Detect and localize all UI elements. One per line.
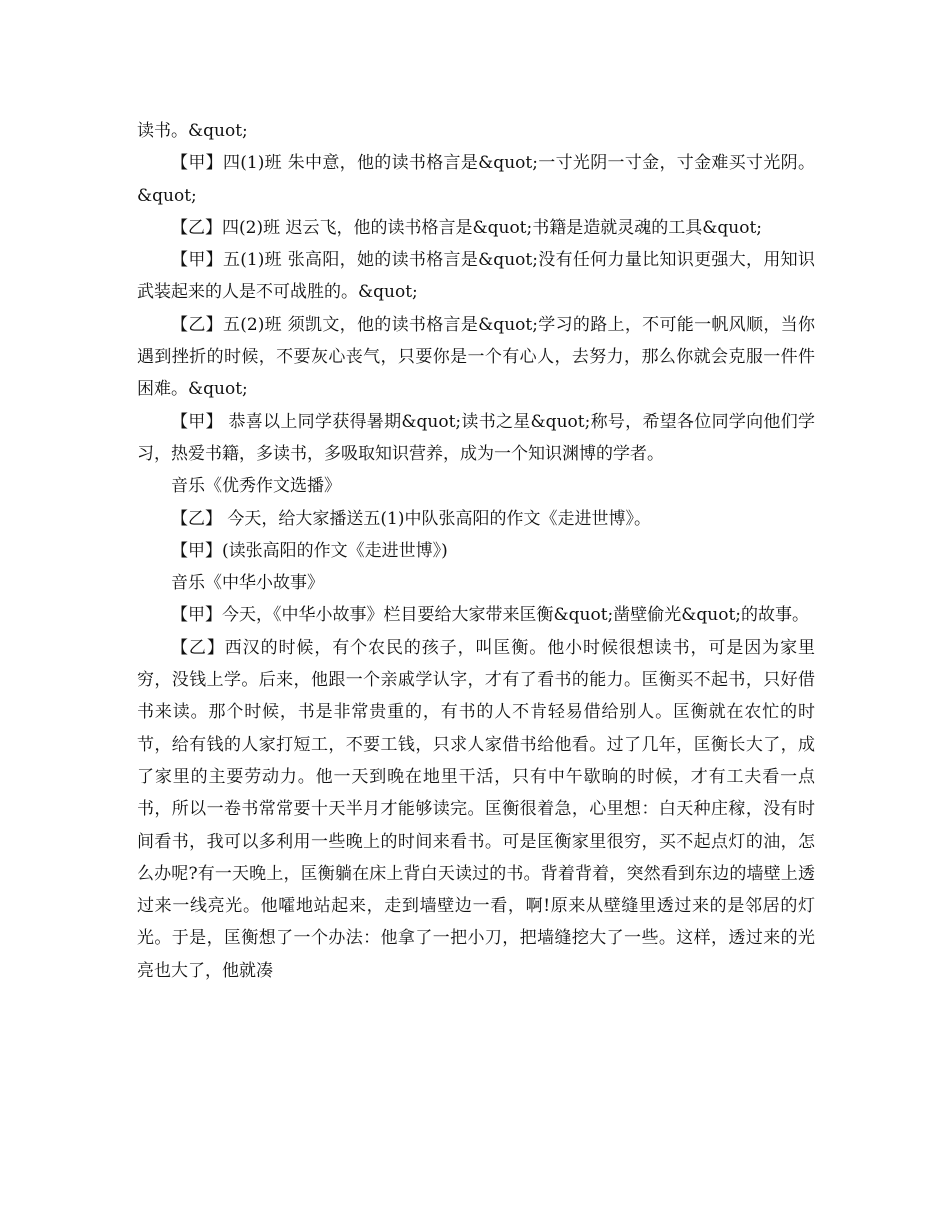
paragraph-dialogue: 【乙】五(2)班 须凯文，他的读书格言是&quot;学习的路上，不可能一帆风顺，当你遇到挫折的时候，不要灰心丧气，只要你是一个有心人，去努力，那么你就会克服一件件困难。&quot; (137, 314, 815, 400)
paragraph-dialogue: 【甲】(读张高阳的作文《走进世博》) (171, 540, 448, 561)
paragraph-dialogue: 【甲】今天，《中华小故事》栏目要给大家带来匡衡&quot;凿壁偷光&quot;的故事。 (171, 605, 810, 626)
paragraph-dialogue: 【甲】四(1)班 朱中意，他的读书格言是&quot;一寸光阴一寸金，寸金难买寸光阴。&quot; (137, 153, 815, 206)
paragraph-music-cue: 音乐《优秀作文选播》 (171, 476, 341, 497)
paragraph-story: 【乙】西汉的时候，有个农民的孩子，叫匡衡。他小时候很想读书，可是因为家里穷，没钱上学。后来，他跟一个亲戚学认字，才有了看书的能力。匡衡买不起书，只好借书来读。那个时候，书是非常贵重的，有书的人不肯轻易借给别人。匡衡就在农忙的时节，给有钱的人家打短工，不要工钱，只求人家借书给他看。过了几年，匡衡长大了，成了家里的主要劳动力。他一天到晚在地里干活，只有中午歇晌的时候，才有工夫看一点书，所以一卷书常常要十天半月才能够读完。匡衡很着急，心里想：白天种庄稼，没有时间看书，我可以多利用一些晚上的时间来看书。可是匡衡家里很穷，买不起点灯的油，怎么办呢?有一天晚上，匡衡躺在床上背白天读过的书。背着背着，突然看到东边的墙壁上透过来一线亮光。他嚯地站起来，走到墙壁边一看，啊!原来从壁缝里透过来的是邻居的灯光。于是，匡衡想了一个办法：他拿了一把小刀，把墙缝挖大了一些。这样，透过来的光亮也大了，他就凑 (137, 637, 815, 981)
paragraph-dialogue: 【乙】 今天，给大家播送五(1)中队张高阳的作文《走进世博》。 (171, 508, 651, 529)
paragraph-dialogue: 【甲】 恭喜以上同学获得暑期&quot;读书之星&quot;称号，希望各位同学向他们学习，热爱书籍，多读书，多吸取知识营养，成为一个知识渊博的学者。 (137, 411, 815, 464)
paragraph-music-cue: 音乐《中华小故事》 (171, 573, 324, 594)
paragraph-continuation: 读书。&quot; (137, 121, 248, 141)
paragraph-dialogue: 【乙】四(2)班 迟云飞，他的读书格言是&quot;书籍是造就灵魂的工具&quot; (171, 217, 762, 238)
document-page (137, 115, 815, 987)
paragraph-dialogue: 【甲】五(1)班 张高阳，她的读书格言是&quot;没有任何力量比知识更强大，用知识武装起来的人是不可战胜的。&quot; (137, 250, 815, 303)
